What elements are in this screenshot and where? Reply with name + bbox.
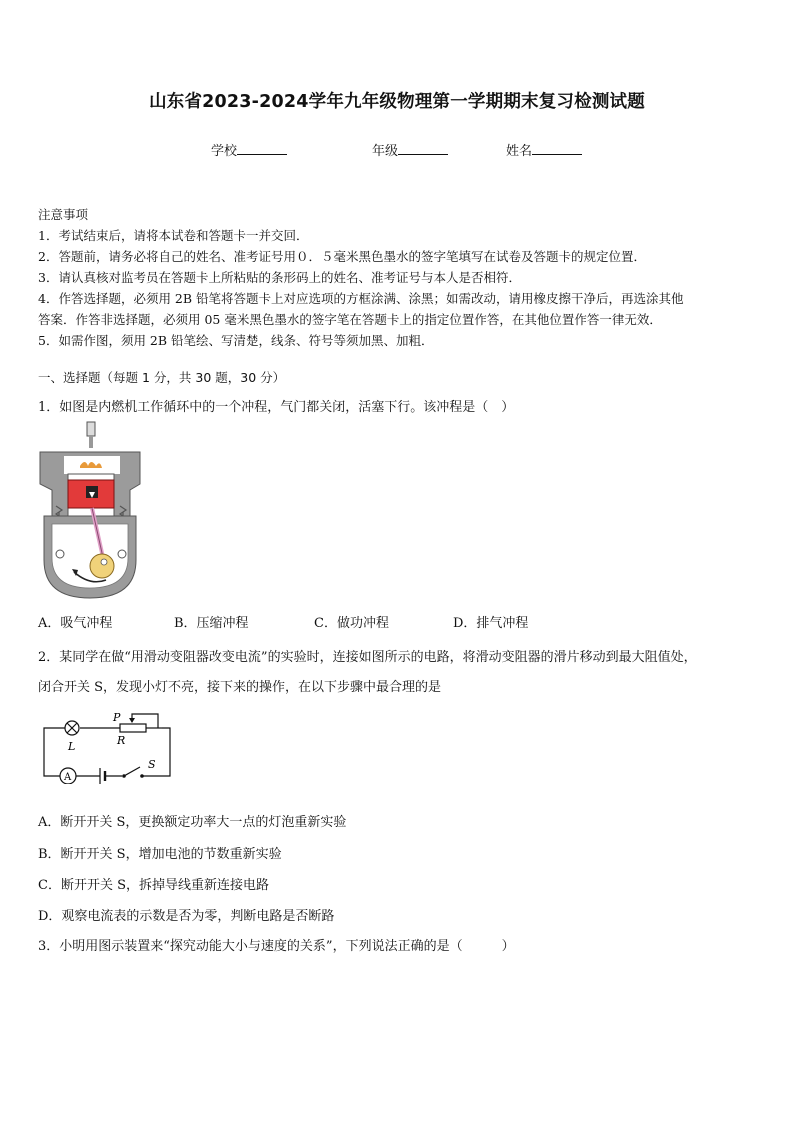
circuit-label-s: S [148,758,156,771]
exam-title: 山东省2023-2024学年九年级物理第一学期期末复习检测试题 [149,92,645,112]
circuit-label-l: L [68,740,76,753]
school-blank[interactable] [237,141,287,155]
q2-option-a[interactable]: A．断开开关 S，更换额定功率大一点的灯泡重新实验 [38,815,347,830]
q2-option-b[interactable]: B．断开开关 S，增加电池的节数重新实验 [38,847,282,862]
grade-blank[interactable] [398,141,448,155]
q1-option-a[interactable]: A．吸气冲程 [38,616,113,631]
grade-label: 年级 [372,144,399,159]
circuit-label-r: R [117,734,126,747]
question-2-stem-line-2: 闭合开关 S，发现小灯不亮，接下来的操作，在以下步骤中最合理的是 [38,680,442,695]
note-item: 答案．作答非选择题，必须用 05 毫米黑色墨水的签字笔在答题卡上的指定位置作答，在其他位置作答一律无效． [38,312,662,327]
circuit-label-a: A [64,772,72,783]
note-item: 5．如需作图，须用 2B 铅笔绘、写清楚，线条、符号等须加黑、加粗． [38,333,434,348]
note-item: 1．考试结束后，请将本试卷和答题卡一并交回． [38,228,309,243]
note-item: 2．答题前，请务必将自己的姓名、准考证号用０．５毫米黑色墨水的签字笔填写在试卷及答题卡的规定位置． [38,249,646,264]
name-blank[interactable] [532,141,582,155]
q2-option-c[interactable]: C．断开开关 S，拆掉导线重新连接电路 [38,878,269,893]
notes-heading: 注意事项 [38,207,89,222]
exam-notes [38,204,758,351]
q2-option-d[interactable]: D．观察电流表的示数是否为零，判断电路是否断路 [38,909,335,924]
name-label: 姓名 [506,144,533,159]
engine-stroke-figure [38,420,142,602]
grade-field[interactable] [372,140,448,159]
q1-option-c[interactable]: C．做功冲程 [314,616,389,631]
q1-option-d[interactable]: D．排气冲程 [453,616,529,631]
note-item: 3．请认真核对监考员在答题卡上所粘贴的条形码上的姓名、准考证号与本人是否相符． [38,270,521,285]
q1-option-b[interactable]: B．压缩冲程 [174,616,249,631]
note-item: 4．作答选择题，必须用 2B 铅笔将答题卡上对应选项的方框涂满、涂黑；如需改动，请用橡皮擦干净后，再选涂其他 [38,291,684,306]
school-field[interactable] [211,140,287,159]
question-3-stem: 3．小明用图示装置来“探究动能大小与速度的关系”，下列说法正确的是（ ） [38,939,515,954]
circuit-label-p: P [113,711,121,724]
name-field[interactable] [506,140,582,159]
school-label: 学校 [211,144,238,159]
question-1-stem: 1．如图是内燃机工作循环中的一个冲程，气门都关闭，活塞下行。该冲程是（ ） [38,400,515,415]
circuit-figure [38,708,174,784]
section-heading: 一、选择题（每题 1 分，共 30 题，30 分） [38,370,286,385]
question-2-stem-line-1: 2．某同学在做“用滑动变阻器改变电流”的实验时，连接如图所示的电路，将滑动变阻器的滑片移动到最大阻值处， [38,650,697,665]
